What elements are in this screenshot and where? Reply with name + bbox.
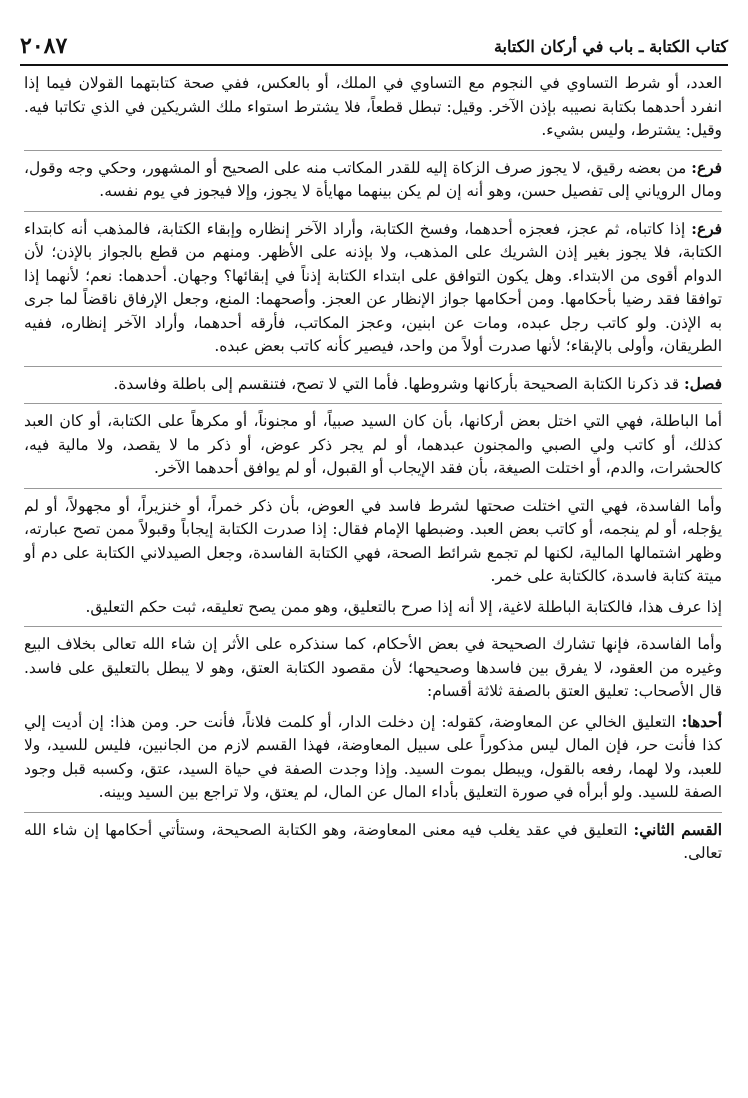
paragraph-lead: أحدها: <box>681 712 722 731</box>
paragraph-5 <box>24 410 722 481</box>
section-separator <box>24 150 722 151</box>
paragraph-6 <box>24 495 722 589</box>
paragraph-lead: القسم الثاني: <box>633 820 722 839</box>
paragraph-1 <box>24 72 722 143</box>
page-number: ٢٠٨٧ <box>20 33 68 59</box>
paragraph-lead: فرع: <box>691 158 722 177</box>
paragraph-2 <box>24 157 722 204</box>
section-separator <box>24 626 722 627</box>
section-separator <box>24 366 722 367</box>
paragraph-text: قد ذكرنا الكتابة الصحيحة بأركانها وشروطها. فأما التي لا تصح، فتنقسم إلى باطلة وفاسدة. <box>113 374 684 393</box>
paragraph-10 <box>24 819 722 866</box>
section-separator <box>24 403 722 404</box>
paragraph-3 <box>24 218 722 359</box>
paragraph-4 <box>24 373 722 397</box>
paragraph-9 <box>24 711 722 805</box>
paragraph-text: العدد، أو شرط التساوي في النجوم مع التساوي في الملك، أو بالعكس، ففي صحة كتابتهما القولان فيما إذا انفرد أحدهما بكتابة نصيبه بإذن الآخر. وقيل: تبطل قطعاً، فلا يشترط استواء ملك الشريكين في الذي تكاتبا فيه. وقيل: يشترط، وليس بشيء. <box>24 74 722 139</box>
paragraph-text: أما الباطلة، فهي التي اختل بعض أركانها، بأن كان السيد صبياً، أو مجنوناً، أو مكرهاً على الكتابة، أو كان العبد كذلك، أو كاتب ولي الصبي والمجنون عبدهما، أو لم يجر ذكر عوض، أو ذكر ما لا يقصد، ولا مالية فيه، كالحشرات، والدم، أو اختلت الصيغة، بأن فقد الإيجاب أو القبول، أو لم يوافق أحدهما الآخر. <box>24 412 722 477</box>
paragraph-lead: فرع: <box>691 219 722 238</box>
section-separator <box>24 812 722 813</box>
paragraph-lead: فصل: <box>683 374 722 393</box>
paragraph-text: التعليق في عقد يغلب فيه معنى المعاوضة، وهو الكتابة الصحيحة، وستأتي أحكامها إن شاء الله تعالى. <box>24 820 722 862</box>
page-header <box>20 28 728 58</box>
paragraph-text: من بعضه رقيق، لا يجوز صرف الزكاة إليه للقدر المكاتب منه على الصحيح أو المشهور، وحكي وجه وقول، ومال الروياني إلى تفصيل حسن، وهو أنه إن لم يكن بينهما مهايأة لا يجوز، وإلا فيجوز في يوم نفسه. <box>24 158 722 200</box>
paragraph-8 <box>24 633 722 704</box>
section-separator <box>24 211 722 212</box>
running-title: كتاب الكتابة ـ باب في أركان الكتابة <box>493 37 728 56</box>
paragraph-text: التعليق الخالي عن المعاوضة، كقوله: إن دخلت الدار، أو كلمت فلاناً، فأنت حر. ومن هذا: إن أديت إلي كذا فأنت حر، فإن المال ليس مذكوراً على سبيل المعاوضة، فهذا القسم لازم من الجانبين، فليس للسيد، ولا للعبد، ولا لهما، رفعه بالقول، ويبطل بموت السيد. وإذا وجدت الصفة في حياة السيد، عتق، وكسبه قبل وجود الصفة للسيد. ولو أبرأه في صورة التعليق بأداء المال عن المال، لم يعتق، ولا تراجع بين السيد وبينه. <box>24 712 722 801</box>
paragraph-text: إذا عرف هذا، فالكتابة الباطلة لاغية، إلا أنه إذا صرح بالتعليق، وهو ممن يصح تعليقه، ثبت حكم التعليق. <box>85 597 722 616</box>
paragraph-text: وأما الفاسدة، فإنها تشارك الصحيحة في بعض الأحكام، كما سنذكره على الأثر إن شاء الله تعالى بخلاف البيع وغيره من العقود، لا يفرق بين فاسدها وصحيحها؛ لأن مقصود الكتابة العتق، وهو لا يبطل بالتعليق على فاسد. قال الأصحاب: تعليق العتق بالصفة ثلاثة أقسام: <box>24 635 722 700</box>
section-separator <box>24 488 722 489</box>
paragraph-text: وأما الفاسدة، فهي التي اختلت صحتها لشرط فاسد في العوض، بأن ذكر خمراً، أو خنزيراً، أو مجهولاً، أو لم يؤجله، أو لم ينجمه، أو كاتب بعض العبد. وضبطها الإمام فقال: إذا صدرت الكتابة إيجاباً وقبولاً ممن تصح عبارته، وظهر اشتمالها المالية، لكنها لم تجمع شرائط الصحة، فهي الكتابة الفاسدة، وجعل الصيدلاني الكتابة على دم أو ميتة كتابة فاسدة، كالكتابة على خمر. <box>24 496 722 585</box>
page-body <box>24 72 722 873</box>
header-rule <box>20 64 728 66</box>
paragraph-text: إذا كاتباه، ثم عجز، فعجزه أحدهما، وفسخ الكتابة، وأراد الآخر إنظاره وإبقاء الكتابة، فالمذهب أنه كابتداء الكتابة، فلا يجوز بغير إذن الشريك على المذهب، ولا بإذنه على الأظهر. ومنهم من قطع بالجواز بالإذن؛ لأن الدوام أقوى من الابتداء. وهل يكون التوافق على ابتداء الكتابة إذناً في إبقائها؟ وجهان. أحدهما: نعم؛ لأنهما إذا توافقا فقد رضيا بأحكامها. ومن أحكامها جواز الإنظار عن العجز. وأصحهما: المنع، وجعل الإرفاق ناقضاً لما جرى به الإذن. ولو كاتب رجل عبده، ومات عن ابنين، وعجز المكاتب، فأرقه أحدهما، وأراد الآخر إنظاره، ففيه الطريقان، وأولى بالإبقاء؛ لأنها صدرت أولاً من واحد، فيصير كأنه كاتب بعض عبده. <box>24 219 722 355</box>
paragraph-7 <box>24 596 722 620</box>
